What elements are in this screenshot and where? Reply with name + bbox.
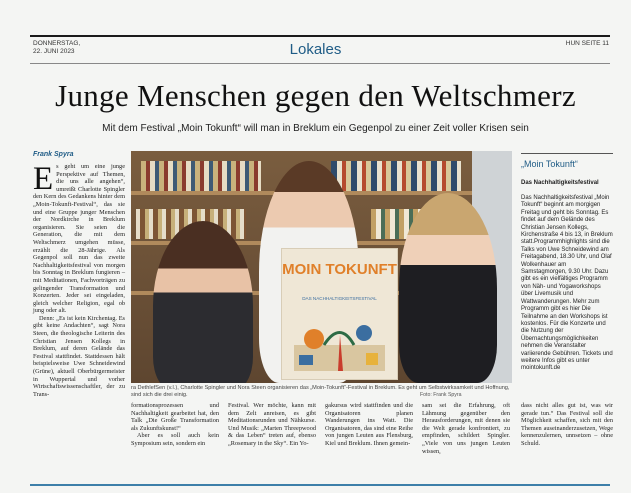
sidebar-subtitle: Das Nachhaltigkeitsfestival — [521, 180, 599, 186]
sidebar-title: „Moin Tokunft“ — [521, 159, 578, 169]
article-column-3: Festival. Wer möchte, kann mit dem Zelt anreisen, es gibt Meditationsrunden und Nähkurse. Und Musik: „Marten Threepwood & das Leben“ treten auf, ebenso „Rosemary in the Sky“. Ein Yo- — [228, 402, 316, 447]
article-headline: Junge Menschen gegen den Weltschmerz — [55, 78, 576, 113]
column-1-text: s geht um eine junge Perspektive auf Themen, die uns alle angehen“, umreißt Charlotte Spingler den Kern des Gedankens hinter dem „Moin-Tokunft-Festival“, das sie und eine Gruppe junger Menschen der Nordkirche in Breklum organisieren. Sie seien die Generation, die mit dem Weltschmerz umgehen müsse, erzählt die 28-Jährige. Als Gegenpol soll nun das zweite Nachhaltigkeitsfestival von morgen bis Sonntag in Breklum fungieren – mit Meditationen, Fachvorträgen zu gelingender Transformation und Konzerten. Jeder sei eingeladen, gleich welcher Religion, egal ob jung oder alt. — [33, 163, 125, 315]
poster-title: MOIN TOKUNFT — [282, 261, 397, 278]
person-right — [399, 193, 497, 383]
section-title: Lokales — [289, 41, 342, 58]
sidebar-rule — [521, 153, 613, 154]
books-row — [141, 161, 261, 191]
section-rule — [30, 63, 610, 64]
poster-artwork — [294, 315, 385, 371]
issue-date-value: 22. JUNI 2023 — [33, 48, 75, 55]
photo-credit: Foto: Frank Spyra — [420, 392, 462, 398]
festival-poster — [281, 248, 398, 380]
books-row — [331, 161, 461, 191]
poster-subtitle: DAS NACHHALTIGKEITSFESTIVAL — [302, 296, 377, 301]
person-left — [153, 221, 253, 383]
page-reference: HUN SEITE 11 — [565, 40, 609, 47]
article-column-2 — [131, 402, 219, 448]
drop-cap: E — [33, 161, 54, 197]
top-rule — [30, 35, 610, 37]
column-2-text: formationsprozessen und Nachhaltigkeit gearbeitet hat, den Talk „Die Große Transformation als Zukunftskunst!“ — [131, 402, 219, 432]
sidebar-body: Das Nachhaltigkeitsfestival „Moin Tokunft“ beginnt am morgigen Freitag und geht bis Sonntag. Es findet auf dem Gelände des Christian Jensen Kollegs, Kirchenstraße 4 bis 13, in Breklum statt.Programmhighlights sind die Talks von Uwe Schneidewind am Freitagabend, 18.30 Uhr, und Olaf Wolkenhauer am Samstagmorgen, 9.30 Uhr. Dazu gibt es ein vielfältiges Programm von Näh- und Yogaworkshops über Livemusik und Wattwanderungen. Mehr zum Programm gibt es hier Die Teilnahme an den Workshops ist kostenlos. Für die Konzerte und die Nutzung der Übernachtungsmöglichkeiten nehmen die Veranstalter variierende Gebühren. Tickets und weitere Infos gibt es unter mointokunft.de — [521, 195, 613, 372]
issue-weekday: DONNERSTAG, — [33, 40, 81, 47]
bottom-rule — [30, 484, 610, 486]
photo-caption: ra DethlefSen (v.l.), Charlotte Spingler und Nora Steen organisieren das „Moin-Tokunft“-Festival in Breklum. Es geht um Selbstwirksamkeit und Hoffnung, sind sich die drei einig. — [131, 385, 510, 398]
column-1-paragraph-2: Denn: „Es ist kein Kirchentag. Es gibt keine Andachten“, sagt Nora Steen, die theologische Leiterin des Christian Jensen Kollegs in Breklum, auf deren Gelände das Festival stattfindet. Stattdessen hält beispielsweise Uwe Schneidewind (Grüne), aktuell Oberbürgermeister in Wuppertal und vorher Wirtschaftswissenschaftler, der zu Trans- — [33, 314, 125, 398]
article-column-5: sam sei die Erfahrung, oft Lähmung gegenüber den Herausforderungen, mit denen sie die Welt gerade konfrontiert, zu empfinden, schildert Spingler. „Viele von uns jungen Leuten wissen, — [422, 402, 510, 455]
article-column-1 — [33, 163, 125, 398]
column-2-paragraph-2: Aber es soll auch kein Symposium sein, sondern ein — [131, 432, 219, 447]
article-column-6: dass nicht alles gut ist, was wir gerade tun.“ Das Festival soll die Möglichkeit schaffen, sich mit den Themen auseinanderzusetzen, Wege kennenzulernen, unnsetzen – ohne Schuld. — [521, 402, 613, 447]
article-author: Frank Spyra — [33, 151, 74, 158]
article-photo — [131, 151, 512, 383]
article-subhead: Mit dem Festival „Moin Tokunft“ will man in Breklum ein Gegenpol zu einer Zeit voller Krisen sein — [102, 123, 529, 134]
article-column-4: gakursus wird stattfinden und die Organisatoren planen Wanderungen ins Watt. Die Organisatoren, das sind eine Reihe von jungen Leuten aus Flensburg, Kiel und Breklum. Ihnen gemein- — [325, 402, 413, 447]
